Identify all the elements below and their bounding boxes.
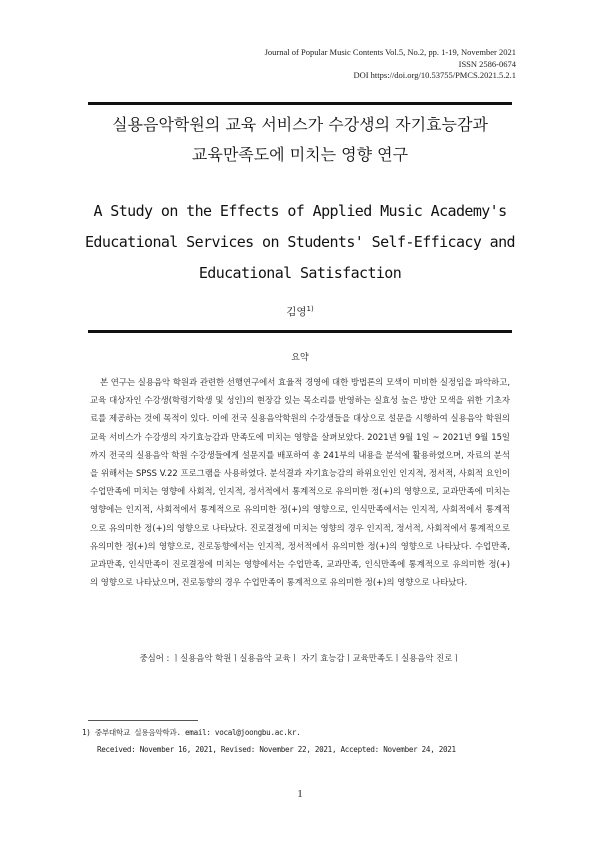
english-title-line-1: A Study on the Effects of Applied Music Academy's — [93, 202, 507, 220]
journal-header — [265, 47, 516, 82]
title-rule — [88, 330, 512, 333]
page-number: 1 — [297, 788, 303, 800]
keywords: 중심어 : ㅣ실용음악 학원ㅣ실용음악 교육ㅣ 자기 효능감ㅣ교육만족도ㅣ실용음악 진로ㅣ — [139, 653, 461, 663]
korean-title-line-1: 실용음악학원의 교육 서비스가 수강생의 자기효능감과 — [112, 115, 488, 134]
footnote-dates: Received: November 16, 2021, Revised: November 22, 2021, Accepted: November 24, 2021 — [97, 745, 456, 754]
journal-citation: Journal of Popular Music Contents Vol.5, No.2, pp. 1-19, November 2021 — [264, 47, 516, 57]
abstract-heading: 요약 — [291, 353, 309, 363]
abstract-body: 본 연구는 실용음악 학원과 관련한 선행연구에서 효율적 경영에 대한 방법론의 모색이 미비한 실정임을 파악하고, 교육 대상자인 수강생(학령기학생 및 성인)의 현장감 있는 목소리를 반영하는 실효성 높은 방안 모색을 위한 기초자료를 제공하는 것에 목적이 있다. 이에 전국 실용음악학원의 수강생들을 대상으로 설문을 시행하여 실용음악 학원의 교육 서비스가 수강생의 자기효능감과 만족도에 미치는 영향을 살펴보았다. 2021년 9월 1일 ~ 2021년 9월 15일까지 전국의 실용음악 학원 수강생들에게 설문지를 배포하여 총 241부의 내용을 분석에 활용하였으며, 자료의 분석을 위해서는 SPSS V.22 프로그램을 사용하였다. 분석결과 자기효능감의 하위요인인 인지적, 정서적, 사회적 요인이 수업만족에 미치는 영향에 사회적, 인지적, 정서적에서 통계적으로 유의미한 정(+)의 영향으로, 교과만족에 미치는 영향에는 인지적, 사회적에서 통계적으로 유의미한 정(+)의 영향으로, 인식만족에서는 인지적, 사회적에서 통계적으로 유의미한 정(+)의 영향으로 나타났다. 진로결정에 미치는 영향의 경우 인지적, 정서적, 사회적에서 통계적으로 유의미한 정(+)의 영향으로, 진로동향에서는 인지적, 정서적에서 유의미한 정(+)의 영향으로 나타났다. 수업만족, 교과만족, 인식만족이 진로결정에 미치는 영향에서는 수업만족, 교과만족, 인식만족에 통계적으로 유의미한 정(+)의 영향으로 나타났으며, 진로동향의 경우 수업만족이 통계적으로 유의미한 정(+)의 영향으로 나타났다. — [90, 377, 510, 588]
issn: ISSN 2586-0674 — [458, 58, 516, 69]
footnote — [82, 724, 532, 758]
author-name: 김영 — [286, 306, 307, 318]
doi: DOI https://doi.org/10.53755/PMCS.2021.5.2.1 — [353, 70, 516, 80]
korean-title-line-2: 교육만족도에 미치는 영향 연구 — [191, 145, 409, 164]
top-rule — [88, 102, 512, 105]
footnote-affiliation: 1) 중부대학교 실용음악학과. email: vocal@joongbu.ac.kr. — [82, 728, 301, 737]
footnote-rule — [88, 720, 198, 721]
english-title-line-2: Educational Services on Students' Self-Efficacy and — [85, 233, 515, 251]
author-line — [0, 304, 600, 319]
author-footnote-mark: 1) — [306, 305, 314, 313]
korean-title — [60, 110, 540, 170]
english-title — [40, 196, 560, 289]
english-title-line-3: Educational Satisfaction — [198, 264, 402, 282]
